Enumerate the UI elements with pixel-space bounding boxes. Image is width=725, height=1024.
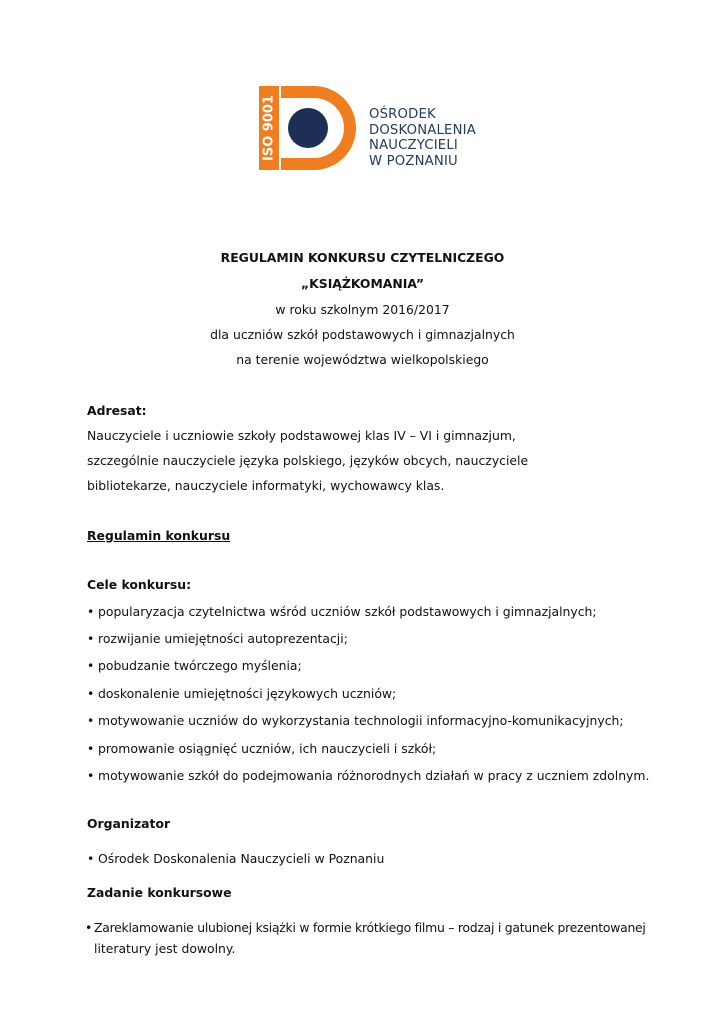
cele-heading: Cele konkursu: [87,577,192,592]
region: na terenie województwa wielkopolskiego [236,352,489,367]
cele-item-5: motywowanie uczniów do wykorzystania technologii informacyjno-komunikacyjnych; [98,713,624,728]
logo-line-1: OŚRODEK [369,107,436,122]
bullet-icon: • [87,713,95,728]
zadanie-heading: Zadanie konkursowe [87,885,232,900]
cele-item-3: pobudzanie twórczego myślenia; [98,658,302,673]
logo-dark-circle [288,108,328,148]
cele-item-6: promowanie osiągnięć uczniów, ich nauczycieli i szkół; [98,741,437,756]
cele-item-1: popularyzacja czytelnictwa wśród uczniów szkół podstawowych i gimnazjalnych; [98,604,597,619]
list-item [87,658,302,673]
list-item [87,631,348,646]
organizator-item: Ośrodek Doskonalenia Nauczycieli w Poznaniu [98,851,385,866]
list-item [87,686,396,701]
adresat-heading: Adresat: [87,403,147,418]
cele-item-4: doskonalenie umiejętności językowych uczniów; [98,686,397,701]
bullet-icon: • [87,686,95,701]
logo-line-2: DOSKONALENIA [369,122,476,138]
list-item [87,604,597,619]
contest-name: „KSIĄŻKOMANIA” [301,276,424,291]
bullet-icon: • [87,631,95,646]
bullet-icon: • [87,741,95,756]
logo-line-4: W POZNANIU [369,153,458,169]
list-item [87,768,649,783]
logo-line-3: NAUCZYCIELI [369,138,458,153]
list-item [87,851,384,866]
list-item [87,741,436,756]
adresat-line-3: bibliotekarze, nauczyciele informatyki, wychowawcy klas. [87,478,445,493]
regulamin-heading: Regulamin konkursu [87,528,231,543]
zadanie-item-line-1: Zareklamowanie ulubionej książki w formie krótkiego filmu – rodzaj i gatunek prezentowanej [94,920,646,935]
logo-organization-name [369,107,476,169]
bullet-icon: • [87,851,95,866]
target-schools: dla uczniów szkół podstawowych i gimnazjalnych [210,327,515,342]
adresat-line-1: Nauczyciele i uczniowie szkoły podstawowej klas IV – VI i gimnazjum, [87,428,516,443]
bullet-icon: • [85,920,93,935]
organizator-heading: Organizator [87,816,171,831]
list-item [87,713,624,728]
logo-iso-text: ISO 9001 [261,95,277,161]
cele-item-2: rozwijanie umiejętności autoprezentacji; [98,631,348,646]
school-year: w roku szkolnym 2016/2017 [275,302,450,317]
bullet-icon: • [87,768,95,783]
bullet-icon: • [87,604,95,619]
document-title: REGULAMIN KONKURSU CZYTELNICZEGO [220,250,505,265]
adresat-line-2: szczególnie nauczyciele języka polskiego, języków obcych, nauczyciele [87,453,529,468]
cele-item-7: motywowanie szkół do podejmowania różnorodnych działań w pracy z uczniem zdolnym. [98,768,650,783]
bullet-icon: • [87,658,95,673]
zadanie-item-line-2: literatury jest dowolny. [94,941,236,956]
list-item [85,920,646,935]
